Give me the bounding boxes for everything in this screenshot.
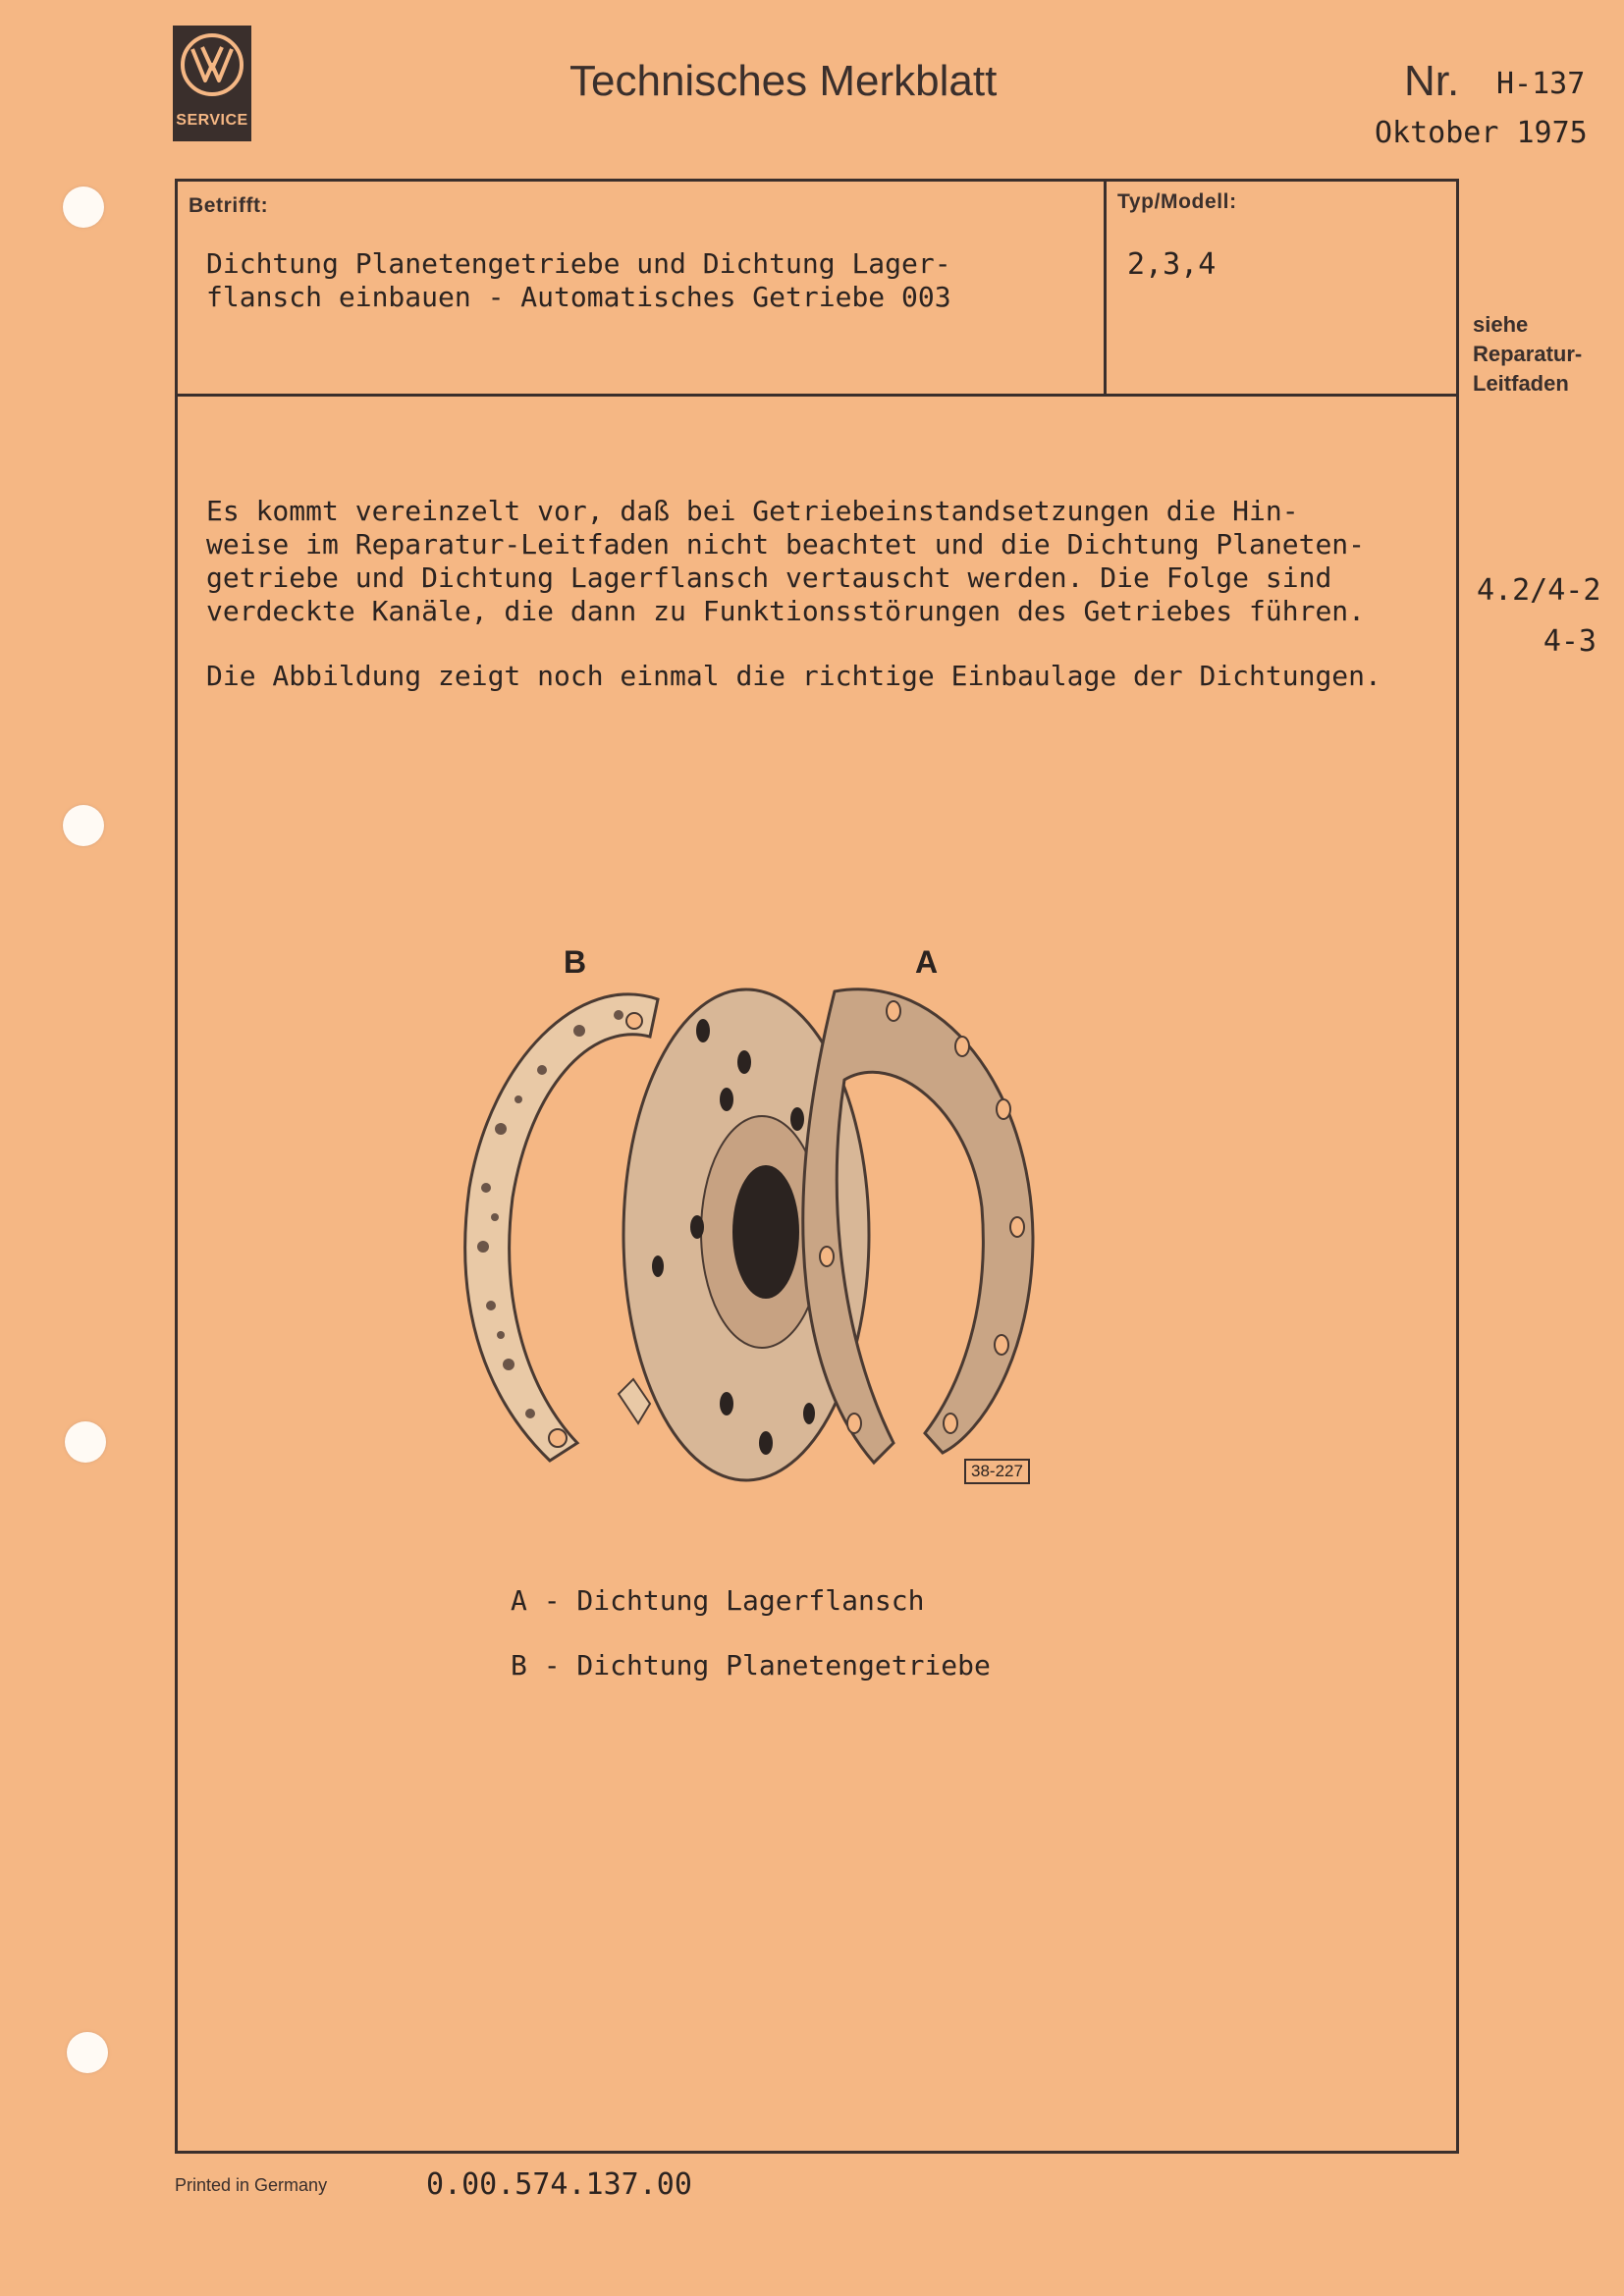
subject-label: Betrifft: <box>189 194 269 217</box>
printed-in-note: Printed in Germany <box>175 2175 328 2195</box>
punch-hole <box>67 2032 108 2073</box>
body-line: Es kommt vereinzelt vor, daß bei Getriebeinstandsetzungen die Hin- <box>206 495 1299 527</box>
reference-note-line: siehe <box>1473 312 1529 337</box>
body-paragraph-2: Die Abbildung zeigt noch einmal die richtige Einbaulage der Dichtungen. <box>206 660 1381 692</box>
body-paragraph-1 <box>206 495 1365 628</box>
number-label: Nr. <box>1404 57 1460 105</box>
model-value: 2,3,4 <box>1127 247 1217 282</box>
gasket-a-drawing <box>803 989 1033 1463</box>
body-line: weise im Reparatur-Leitfaden nicht beachtet und die Dichtung Planeten- <box>206 528 1366 561</box>
punch-hole <box>63 805 104 846</box>
gasket-illustration <box>432 933 1119 1502</box>
reference-note <box>1473 310 1582 399</box>
body-line: getriebe und Dichtung Lagerflansch vertauscht werden. Die Folge sind <box>206 561 1332 594</box>
model-label: Typ/Modell: <box>1117 190 1237 213</box>
reference-note-line: Leitfaden <box>1473 371 1569 396</box>
callout-a: A <box>915 944 939 980</box>
subject-line: Dichtung Planetengetriebe und Dichtung Lager- <box>206 247 951 280</box>
logo-service-text: SERVICE <box>176 112 248 129</box>
legend-item-b: B - Dichtung Planetengetriebe <box>511 1649 991 1682</box>
punch-hole <box>63 187 104 228</box>
subject-line: flansch einbauen - Automatisches Getriebe 003 <box>206 281 951 313</box>
reference-note-line: Reparatur- <box>1473 342 1583 366</box>
issue-date: Oktober 1975 <box>1375 116 1588 150</box>
figure-id: 38-227 <box>964 1459 1030 1484</box>
document-title: Technisches Merkblatt <box>569 57 998 105</box>
vw-service-logo <box>173 26 251 141</box>
punch-hole <box>65 1421 106 1463</box>
header-divider <box>1104 179 1107 397</box>
subject-text <box>206 247 951 314</box>
part-number: 0.00.574.137.00 <box>426 2167 692 2202</box>
number-value: H-137 <box>1496 67 1586 101</box>
reference-section-2: 4-3 <box>1543 624 1597 659</box>
reference-section-1: 4.2/4-2 <box>1477 573 1601 608</box>
vw-logo-icon <box>179 31 245 98</box>
legend-item-a: A - Dichtung Lagerflansch <box>511 1584 925 1617</box>
body-line: verdeckte Kanäle, die dann zu Funktionsstörungen des Getriebes führen. <box>206 595 1366 627</box>
callout-b: B <box>564 944 587 980</box>
